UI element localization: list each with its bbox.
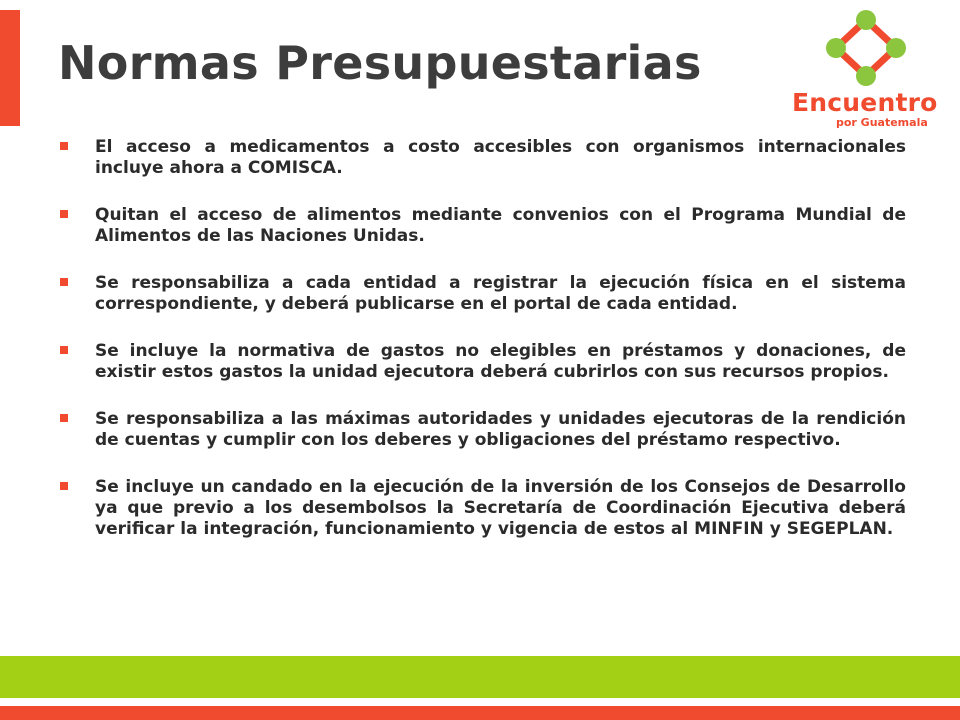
bullet-item: [60, 341, 906, 383]
bullet-text: Se responsabiliza a las máximas autoridades y unidades ejecutoras de la rendición de cuentas y cumplir con los deberes y obligaciones del préstamo respectivo.: [95, 409, 906, 450]
square-bullet-icon: [60, 142, 68, 150]
square-bullet-icon: [60, 346, 68, 354]
bullet-item: [60, 205, 906, 247]
bullet-text: Se incluye la normativa de gastos no elegibles en préstamos y donaciones, de existir estos gastos la unidad ejecutora deberá cubrirlos con sus recursos propios.: [95, 341, 906, 382]
bullet-text: Quitan el acceso de alimentos mediante convenios con el Programa Mundial de Alimentos de las Naciones Unidas.: [95, 205, 906, 246]
slide-title: Normas Presupuestarias: [58, 36, 702, 90]
footer-green-band: [0, 656, 960, 698]
logo-circles-icon: [824, 8, 908, 88]
bullet-item: [60, 273, 906, 315]
logo-tagline: por Guatemala: [836, 116, 928, 129]
bullet-text: Se responsabiliza a cada entidad a registrar la ejecución física en el sistema correspondiente, y deberá publicarse en el portal de cada entidad.: [95, 273, 906, 314]
title-accent-bar: [0, 10, 20, 126]
bullet-item: [60, 477, 906, 540]
logo-name: Encuentro: [792, 88, 938, 117]
bullet-list: [60, 137, 906, 566]
square-bullet-icon: [60, 482, 68, 490]
bullet-item: [60, 409, 906, 451]
square-bullet-icon: [60, 414, 68, 422]
bullet-item: [60, 137, 906, 179]
square-bullet-icon: [60, 210, 68, 218]
footer-red-band: [0, 706, 960, 720]
bullet-text: Se incluye un candado en la ejecución de la inversión de los Consejos de Desarrollo ya que previo a los desembolsos la Secretaría de Coordinación Ejecutiva deberá verificar la integración, funcionamiento y vigencia de estos al MINFIN y SEGEPLAN.: [95, 477, 906, 539]
square-bullet-icon: [60, 278, 68, 286]
bullet-text: El acceso a medicamentos a costo accesibles con organismos internacionales incluye ahora a COMISCA.: [95, 137, 906, 178]
encuentro-logo: [786, 8, 946, 129]
